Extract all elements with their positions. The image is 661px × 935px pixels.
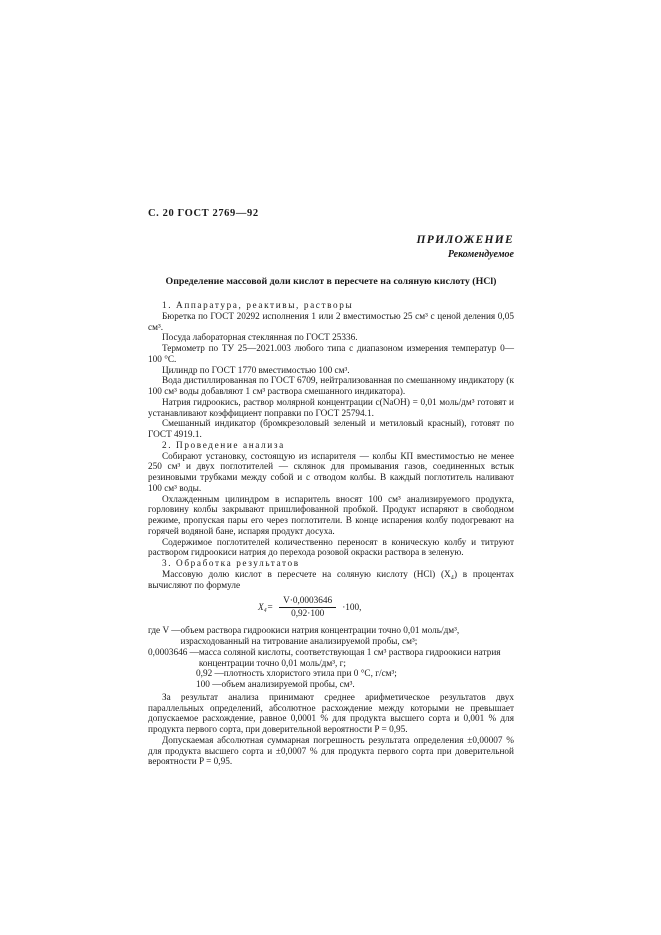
definition-text: масса соляной кислоты, соответствующая 1 см³ раствора гидроокиси натрия концентрации точно 0,01 моль/дм³, г;: [198, 647, 501, 669]
definition-row: [148, 648, 514, 670]
paragraph: За результат анализа принимают среднее арифметическое результатов двух параллельных определений, абсолютное расхождение между которыми не превышает допускаемое расхождение, равное 0,0001 % для продукта высшего сорта и 0,001 % для продукта первого сорта, при доверительной вероятности P = 0,95.: [148, 692, 514, 735]
paragraph: Цилиндр по ГОСТ 1770 вместимостью 100 см³.: [162, 365, 350, 376]
paragraph: Термометр по ТУ 25—2021.003 любого типа с диапазоном измерения температур 0—100 °С.: [148, 344, 514, 365]
section-heading: 3. Обработка результатов: [162, 559, 300, 569]
appendix-subtitle: Рекомендуемое: [447, 249, 514, 260]
appendix-title: ПРИЛОЖЕНИЕ: [416, 234, 514, 246]
paragraph: Массовую долю кислот в пересчете на соляную кислоту (HCl) (X₄) в процентах вычисляют по формуле: [148, 569, 514, 591]
page-header: С. 20 ГОСТ 2769—92: [148, 208, 259, 219]
definition-row: [148, 626, 514, 648]
formula-lhs: X₄=: [258, 602, 274, 613]
paragraph: Содержимое поглотителей количественно переносят в коническую колбу и титруют раствором гидроокиси натрия до перехода розовой окраски раствора в зеленую.: [148, 537, 514, 559]
paragraph: Собирают установку, состоящую из испарителя — колбы КП вместимостью не менее 250 см³ и двух поглотителей — склянок для промывания газов, соединенных встык резиновыми трубками между собой и с отводом колбы. В каждый поглотитель наливают 100 см³ воды.: [148, 451, 514, 494]
appendix-block: [417, 232, 514, 262]
paragraph: Посуда лабораторная стеклянная по ГОСТ 25336.: [162, 333, 358, 344]
document-title: Определение массовой доли кислот в пересчете на соляную кислоту (HCl): [165, 276, 497, 287]
paragraph: Допускаемая абсолютная суммарная погрешность результата определения ±0,00007 % для продукта высшего сорта и ±0,0007 % для продукта первого сорта при доверительной вероятности P = 0,95.: [148, 735, 514, 768]
paragraph: Смешанный индикатор (бромкрезоловый зеленый и метиловый красный), готовят по ГОСТ 4919.1.: [148, 419, 514, 440]
definition-row: [148, 669, 514, 680]
document-body: [148, 301, 514, 768]
section-heading: 1. Аппаратура, реактивы, растворы: [162, 301, 354, 311]
formula-rhs: ·100,: [342, 602, 362, 613]
definition-text: плотность хлористого этила при 0 °С, г/см³;: [223, 669, 397, 680]
formula-numerator: V·0,0003646: [279, 596, 336, 608]
formula-fraction: [279, 596, 336, 620]
paragraph: Бюретка по ГОСТ 20292 исполнения 1 или 2 вместимостью 25 см³ с ценой деления 0,05 см³.: [148, 311, 514, 333]
definition-row: [148, 680, 514, 691]
paragraph: Охлажденным цилиндром в испаритель вносят 100 см³ анализируемого продукта, горловину колбы закрывают пришлифованной пробкой. Продукт испаряют в свободном режиме, пропуская пары его через поглотители. В конце испарения колбу подогревают на горячей водяной бане, испаряя продукт досуха.: [148, 494, 514, 537]
paragraph: Натрия гидроокись, раствор молярной концентрации c(NaOH) = 0,01 моль/дм³ готовят и устанавливают коэффициент поправки по ГОСТ 25794.1.: [148, 397, 514, 419]
section-heading: 2. Проведение анализа: [162, 440, 285, 451]
definition-key: 100 —: [196, 680, 222, 690]
definition-key: 0,92 —: [196, 669, 224, 680]
definition-text: объем анализируемой пробы, см³.: [221, 680, 355, 690]
definition-key: где V —: [148, 626, 181, 637]
definition-key: 0,0003646 —: [148, 647, 199, 658]
paragraph: Вода дистиллированная по ГОСТ 6709, нейтрализованная по смешанному индикатору (к 100 см³ воды добавляют 1 см³ раствора смешанного индикатора).: [148, 376, 514, 397]
definition-text: объем раствора гидроокиси натрия концентрации точно 0,01 моль/дм³, израсходованный на титрование анализируемой пробы, см³;: [180, 626, 460, 647]
formula: [148, 593, 514, 623]
formula-denominator: 0,92·100: [291, 609, 325, 620]
